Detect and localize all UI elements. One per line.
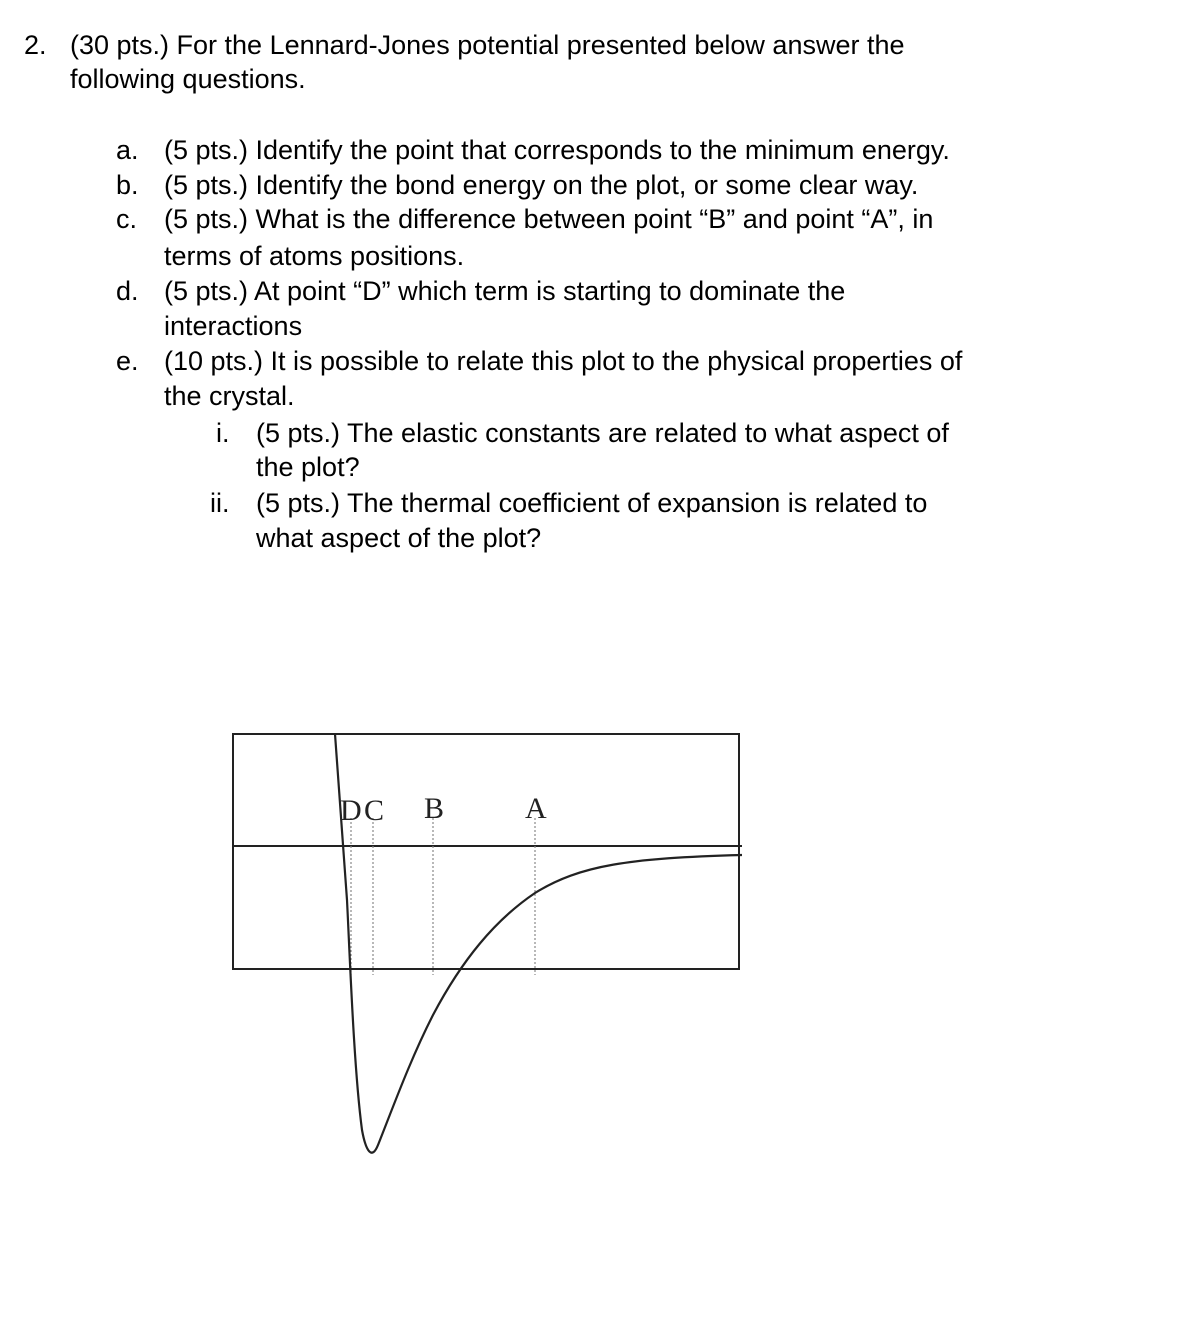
part-c-text-line-1: (5 pts.) What is the difference between point “B” and point “A”, in [164,204,934,234]
part-e-ii-marker: ii. [210,488,230,518]
part-c-text-line-2: terms of atoms positions. [164,241,465,271]
label-c: C [364,794,385,827]
part-b-text: (5 pts.) Identify the bond energy on the plot, or some clear way. [164,170,919,200]
part-e-ii-text-line-2: what aspect of the plot? [256,523,542,553]
label-b: B [424,792,445,825]
question-number: 2. [24,30,47,60]
label-a: A [525,792,547,825]
part-e-text-line-2: the crystal. [164,381,295,411]
part-a-text: (5 pts.) Identify the point that corresponds to the minimum energy. [164,135,950,165]
question-line-2: following questions. [70,64,306,94]
label-d: D [340,794,362,827]
part-c-marker: c. [116,204,138,234]
part-d-marker: d. [116,276,139,306]
part-e-i-text-line-2: the plot? [256,452,360,482]
plot-frame-top [233,734,739,969]
part-e-i-marker: i. [216,418,230,448]
part-e-ii-text-line-1: (5 pts.) The thermal coefficient of expansion is related to [256,488,928,518]
part-d-text-line-2: interactions [164,311,303,341]
part-b-marker: b. [116,170,139,200]
part-e-text-line-1: (10 pts.) It is possible to relate this plot to the physical properties of [164,346,963,376]
part-a-marker: a. [116,135,139,165]
part-e-i-text-line-1: (5 pts.) The elastic constants are related to what aspect of [256,418,949,448]
part-e-marker: e. [116,346,139,376]
question-line-1: (30 pts.) For the Lennard-Jones potential presented below answer the [70,30,905,60]
part-d-text-line-1: (5 pts.) At point “D” which term is starting to dominate the [164,276,846,306]
